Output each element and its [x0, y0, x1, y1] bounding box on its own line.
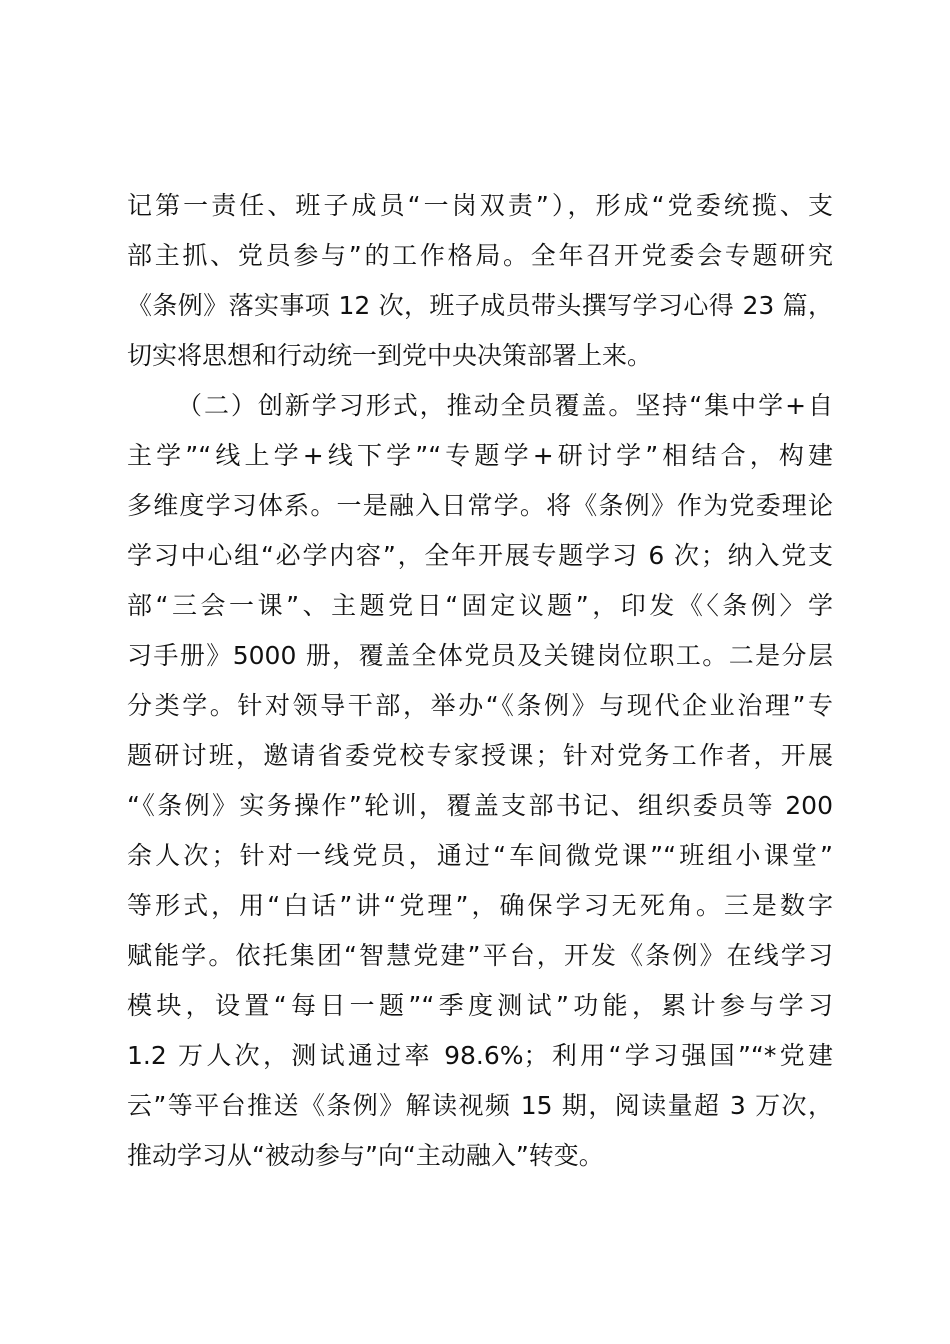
paragraph-section-2 — [127, 381, 833, 1181]
text-line: 推动学习从“被动参与”向“主动融入”转变。 — [127, 1141, 604, 1170]
text-line: 习手册》5000 册，覆盖全体党员及关键岗位职工。二是分层 — [127, 641, 833, 670]
text-line: 切实将思想和行动统一到党中央决策部署上来。 — [127, 341, 653, 370]
text-line: 云”等平台推送《条例》解读视频 15 期，阅读量超 3 万次， — [127, 1091, 833, 1120]
text-line: 部“三会一课”、主题党日“固定议题”，印发《〈条例〉学 — [127, 591, 833, 620]
text-line: 记第一责任、班子成员“一岗双责”），形成“党委统揽、支 — [127, 191, 833, 220]
text-line: 余人次；针对一线党员，通过“车间微党课”“班组小课堂” — [127, 841, 833, 870]
text-line: 学习中心组“必学内容”，全年开展专题学习 6 次；纳入党支 — [127, 541, 833, 570]
section-heading-line: （二）创新学习形式，推动全员覆盖。坚持“集中学+自 — [177, 391, 833, 420]
text-line: 部主抓、党员参与”的工作格局。全年召开党委会专题研究 — [127, 241, 833, 270]
text-line: 等形式，用“白话”讲“党理”，确保学习无死角。三是数字 — [127, 891, 833, 920]
text-line: 1.2 万人次，测试通过率 98.6%；利用“学习强国”“*党建 — [127, 1041, 833, 1070]
text-line: 模块，设置“每日一题”“季度测试”功能，累计参与学习 — [127, 991, 833, 1020]
text-line: 题研讨班，邀请省委党校专家授课；针对党务工作者，开展 — [127, 741, 833, 770]
text-line: 《条例》落实事项 12 次，班子成员带头撰写学习心得 23 篇， — [127, 291, 833, 320]
text-line: 分类学。针对领导干部，举办“《条例》与现代企业治理”专 — [127, 691, 833, 720]
paragraph-continuation — [127, 181, 833, 381]
text-line: “《条例》实务操作”轮训，覆盖支部书记、组织委员等 200 — [127, 791, 833, 820]
text-line: 多维度学习体系。一是融入日常学。将《条例》作为党委理论 — [127, 491, 833, 520]
text-line: 赋能学。依托集团“智慧党建”平台，开发《条例》在线学习 — [127, 941, 833, 970]
text-line: 主学”“线上学+线下学”“专题学+研讨学”相结合，构建 — [127, 441, 833, 470]
